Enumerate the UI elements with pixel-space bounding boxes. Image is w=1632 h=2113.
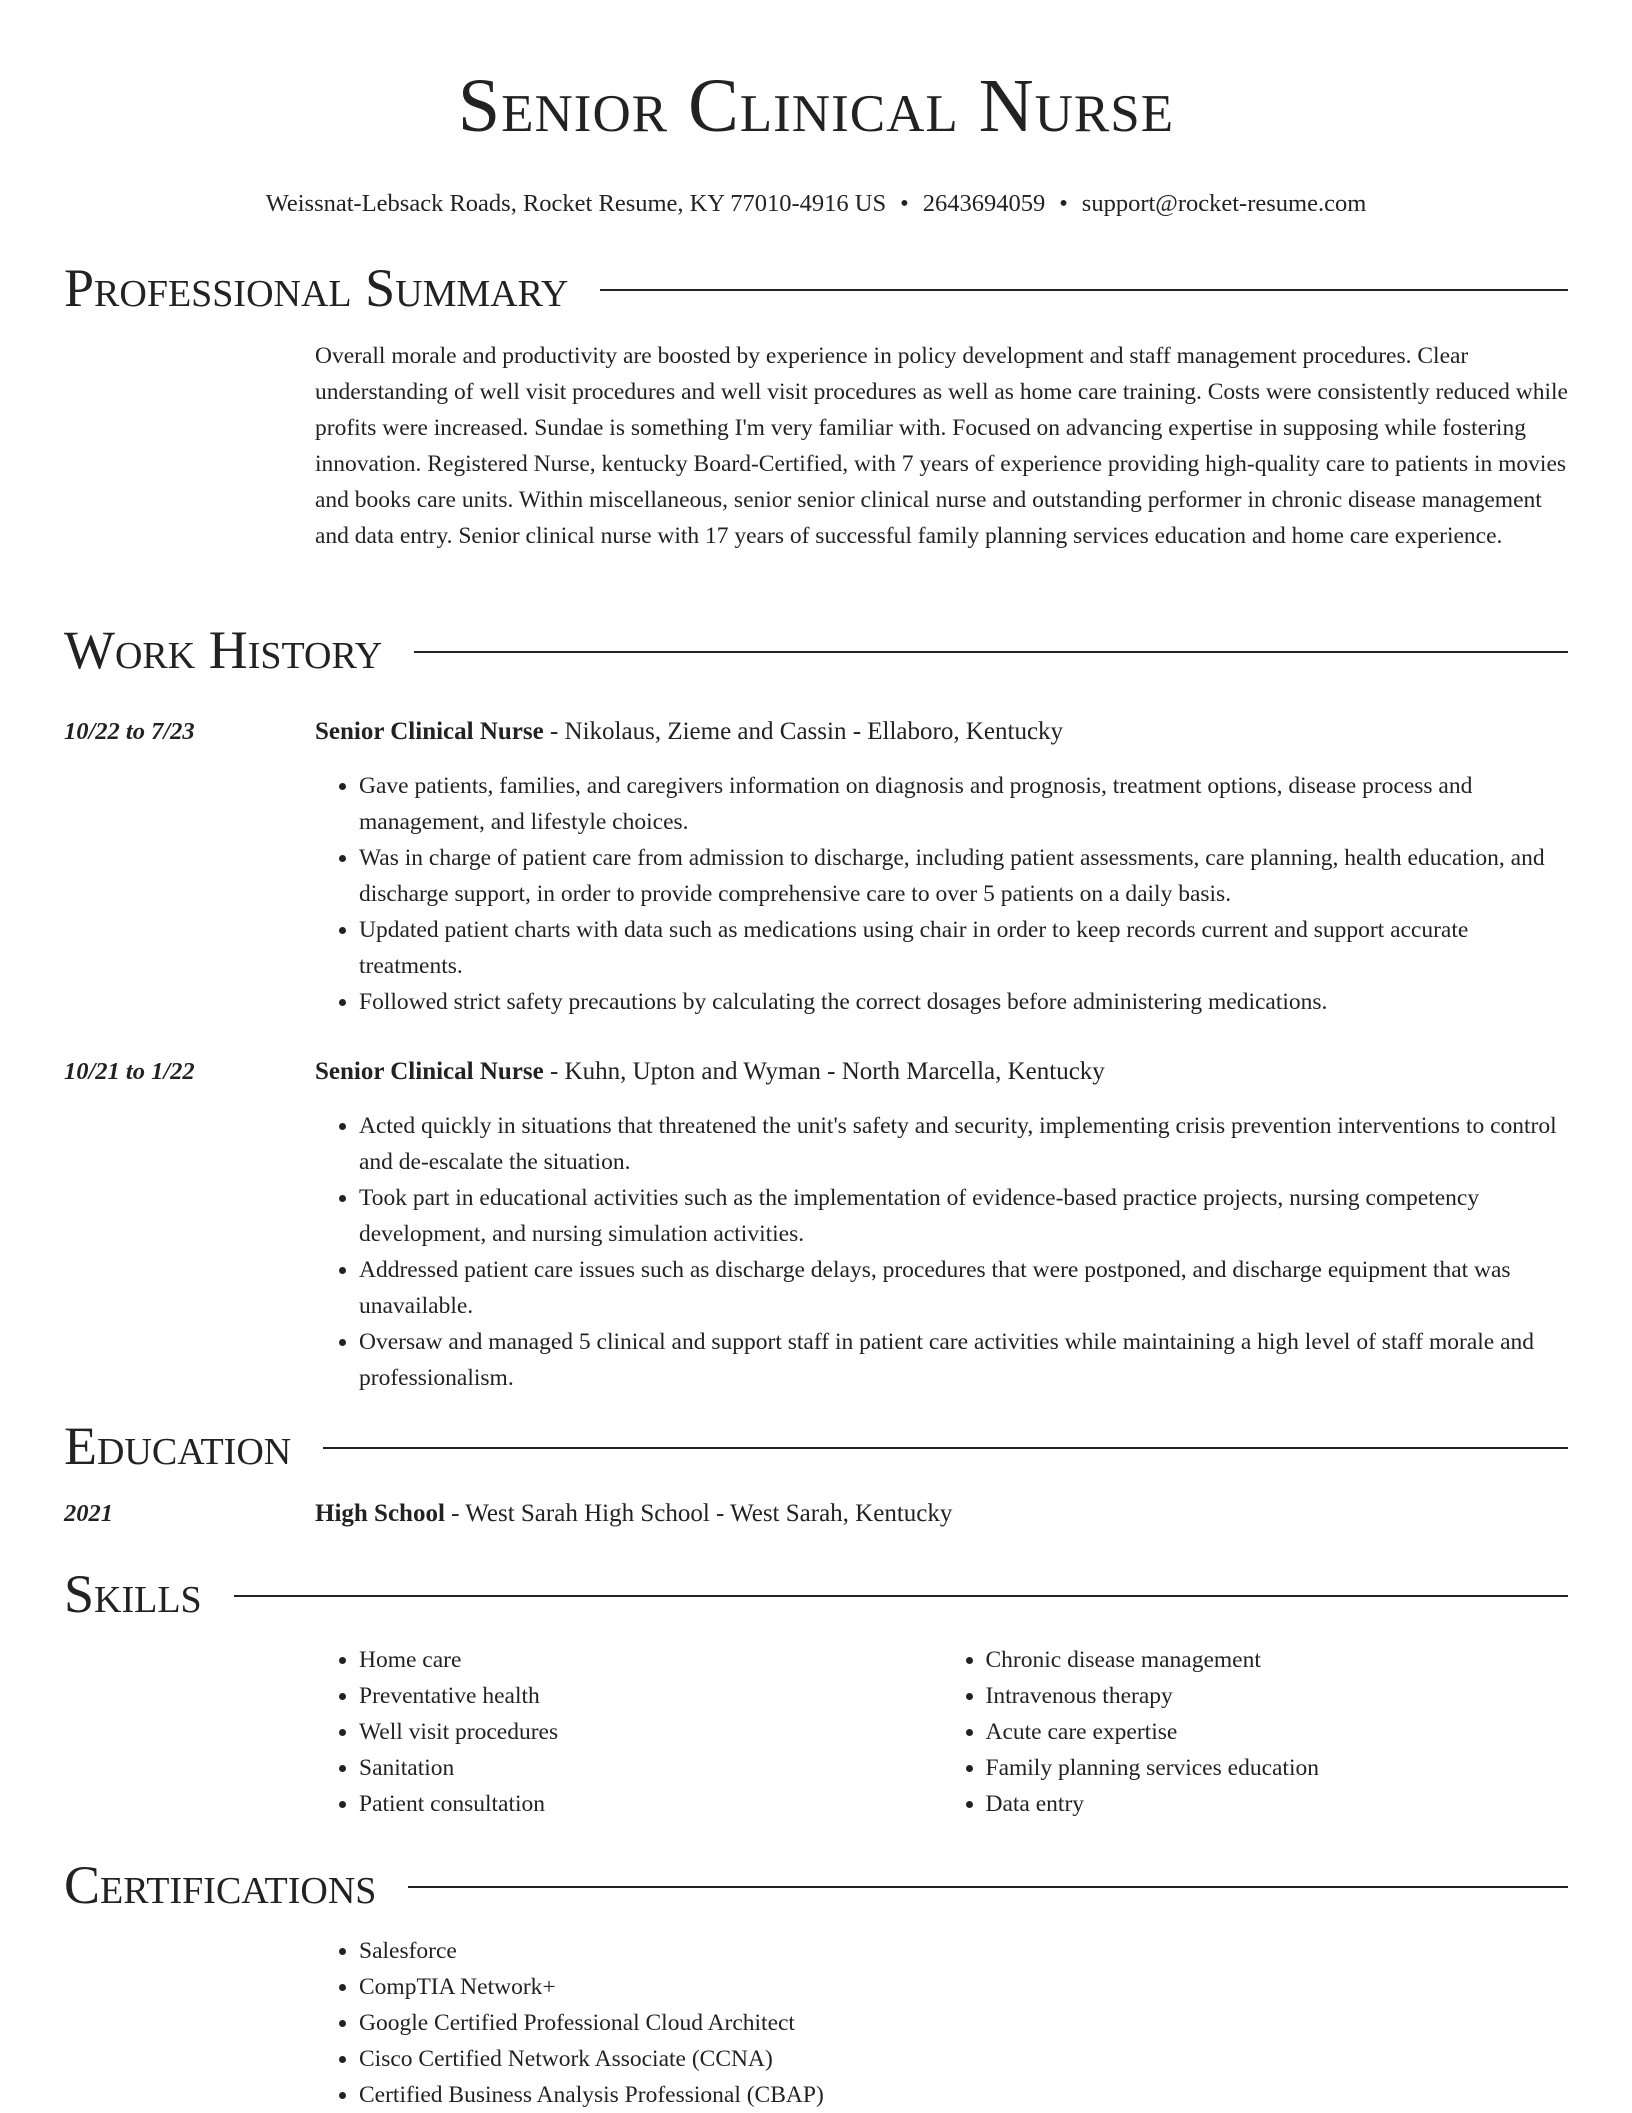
job-title-line — [315, 714, 1063, 750]
contact-separator: • — [900, 190, 909, 217]
education-year: 2021 — [64, 1500, 113, 1527]
list-item: • Acted quickly in situations that threatened the unit's safety and security, implementing crisis prevention interventions to control and de-escalate the situation. — [359, 1108, 1568, 1180]
skill-item: • Home care — [359, 1642, 942, 1678]
certification-item: • Google Certified Professional Cloud Architect — [359, 2005, 1568, 2041]
skills-list-right — [942, 1642, 1569, 1822]
section-header — [64, 1562, 1568, 1626]
skill-item: • Well visit procedures — [359, 1714, 942, 1750]
job-bullets — [315, 1108, 1568, 1396]
certification-item: • CompTIA Network+ — [359, 1969, 1568, 2005]
list-item: • Took part in educational activities such as the implementation of evidence-based practice projects, nursing competency development, and nursing simulation activities. — [359, 1180, 1568, 1252]
job-employer: - Kuhn, Upton and Wyman - North Marcella, Kentucky — [543, 1058, 1105, 1085]
job-header — [64, 1054, 1568, 1090]
education-section — [64, 1414, 1568, 1532]
contact-line — [0, 188, 1632, 220]
certification-item: • Salesforce — [359, 1933, 1568, 1969]
candidate-name: Senior Clinical Nurse — [457, 64, 1175, 148]
skill-item: • Data entry — [986, 1786, 1569, 1822]
skill-item: • Acute care expertise — [986, 1714, 1569, 1750]
job-employer: - Nikolaus, Zieme and Cassin - Ellaboro, Kentucky — [543, 718, 1064, 745]
skills-section — [64, 1562, 1568, 1822]
job-dates: 10/21 to 1/22 — [64, 1058, 195, 1085]
job-role: Senior Clinical Nurse — [315, 1058, 544, 1085]
section-header — [64, 1853, 1568, 1917]
contact-email[interactable]: support@rocket-resume.com — [1081, 190, 1367, 217]
certifications-section — [64, 1853, 1568, 2113]
section-title: Education — [64, 1416, 292, 1476]
skill-item: • Sanitation — [359, 1750, 942, 1786]
certification-item: • Certified Business Analysis Professional (CBAP) — [359, 2077, 1568, 2113]
section-title: Professional Summary — [64, 258, 569, 318]
section-header — [64, 1414, 1568, 1478]
list-item: • Addressed patient care issues such as discharge delays, procedures that were postponed, and discharge equipment that was unavailable. — [359, 1252, 1568, 1324]
list-item: • Updated patient charts with data such as medications using chair in order to keep records current and support accurate treatments. — [359, 912, 1568, 984]
contact-phone: 2643694059 — [922, 190, 1046, 217]
list-item: • Gave patients, families, and caregivers information on diagnosis and prognosis, treatment options, disease process and management, and lifestyle choices. — [359, 768, 1568, 840]
contact-address: Weissnat-Lebsack Roads, Rocket Resume, KY 77010-4916 US — [265, 190, 887, 217]
section-header — [64, 618, 1568, 682]
list-item: • Was in charge of patient care from admission to discharge, including patient assessments, care planning, health education, and discharge support, in order to provide comprehensive care to over 5 patients on a daily basis. — [359, 840, 1568, 912]
work-history-section — [64, 618, 1568, 1396]
section-title: Work History — [64, 620, 383, 680]
skill-item: • Intravenous therapy — [986, 1678, 1569, 1714]
job-title-line — [315, 1054, 1105, 1090]
education-school: - West Sarah High School - West Sarah, Kentucky — [444, 1500, 953, 1527]
skills-columns — [315, 1642, 1568, 1822]
section-divider — [234, 1595, 1568, 1597]
list-item: • Followed strict safety precautions by calculating the correct dosages before administering medications. — [359, 984, 1568, 1020]
certification-item: • Cisco Certified Network Associate (CCNA) — [359, 2041, 1568, 2077]
certifications-list — [315, 1933, 1568, 2113]
summary-text: Overall morale and productivity are boosted by experience in policy development and staff management procedures. Clear understanding of well visit procedures and well visit procedures as well as home care training. Costs were consistently reduced while profits were increased. Sundae is something I'm very familiar with. Focused on advancing expertise in supposing while fostering innovation. Registered Nurse, kentucky Board-Certified, with 7 years of experience providing high-quality care to patients in movies and books care units. Within miscellaneous, senior senior clinical nurse and outstanding performer in chronic disease management and data entry. Senior clinical nurse with 17 years of successful family planning services education and home care experience. — [315, 343, 1568, 549]
skill-item: • Patient consultation — [359, 1786, 942, 1822]
section-divider — [323, 1447, 1568, 1449]
skill-item: • Family planning services education — [986, 1750, 1569, 1786]
skills-list-left — [315, 1642, 942, 1822]
list-item: • Oversaw and managed 5 clinical and support staff in patient care activities while maintaining a high level of staff morale and professionalism. — [359, 1324, 1568, 1396]
job-entry — [64, 714, 1568, 1020]
resume-header — [0, 58, 1632, 220]
job-header — [64, 714, 1568, 750]
summary-section — [64, 256, 1568, 554]
job-role: Senior Clinical Nurse — [315, 718, 544, 745]
skill-item: • Preventative health — [359, 1678, 942, 1714]
section-title: Certifications — [64, 1855, 377, 1915]
section-divider — [414, 651, 1568, 653]
contact-separator: • — [1059, 190, 1068, 217]
section-divider — [600, 289, 1568, 291]
education-line — [315, 1496, 952, 1532]
section-title: Skills — [64, 1564, 202, 1624]
job-dates: 10/22 to 7/23 — [64, 718, 195, 745]
education-degree: High School — [315, 1500, 445, 1527]
section-divider — [408, 1886, 1568, 1888]
section-header — [64, 256, 1568, 320]
job-entry — [64, 1054, 1568, 1396]
skill-item: • Chronic disease management — [986, 1642, 1569, 1678]
job-bullets — [315, 768, 1568, 1020]
education-entry — [64, 1496, 1568, 1532]
